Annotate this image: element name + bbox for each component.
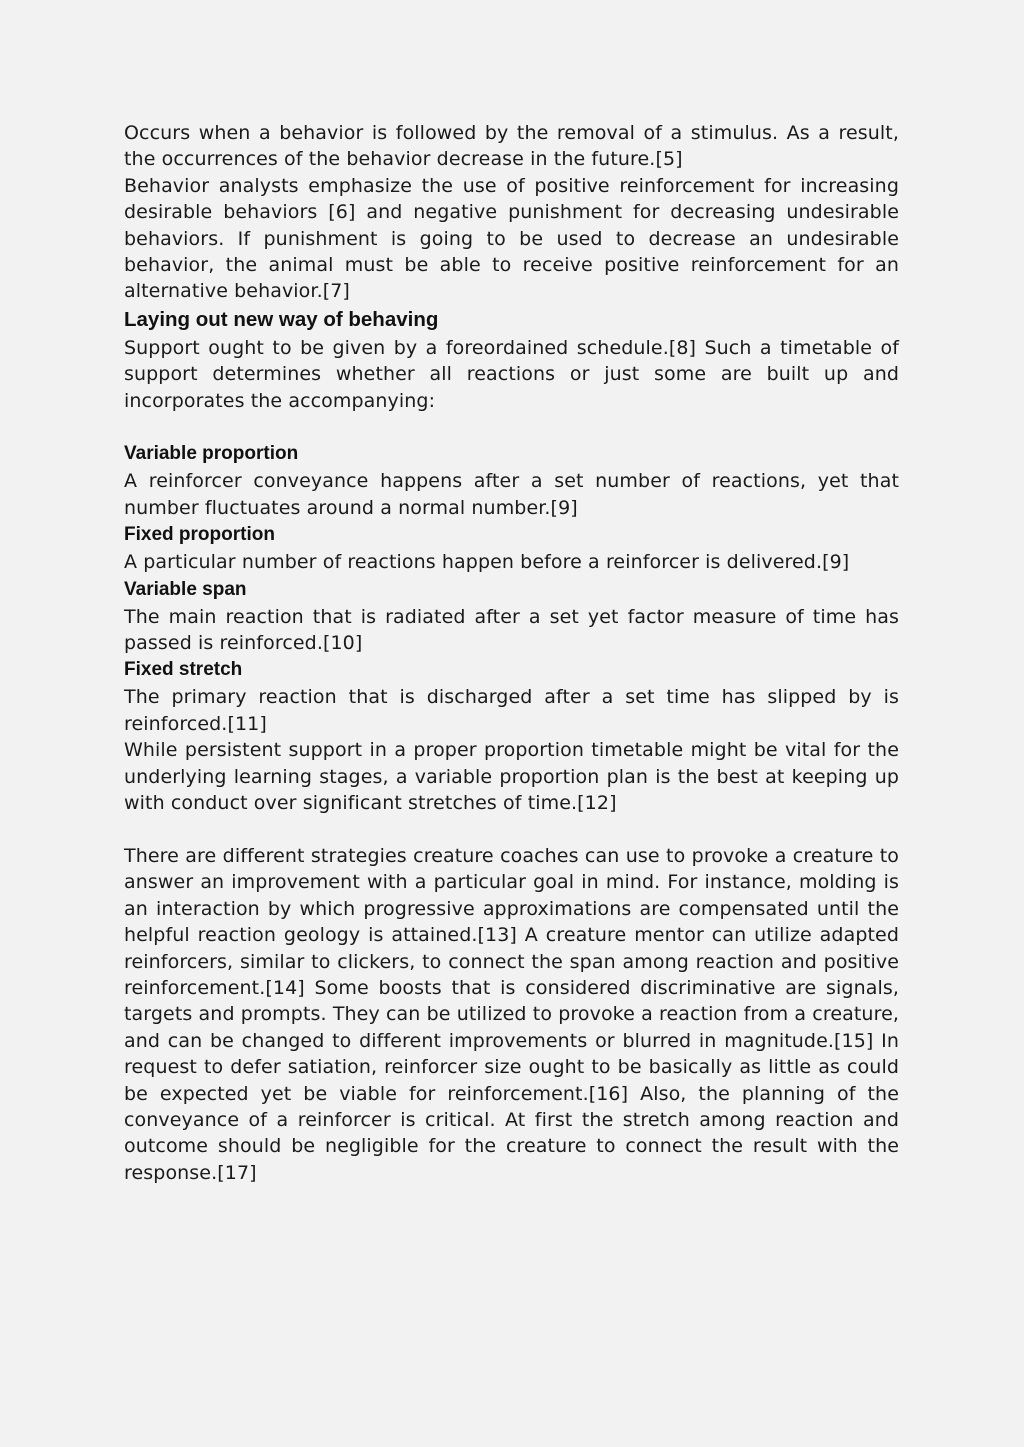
paragraph-fixed-stretch: The primary reaction that is discharged after a set time has slipped by is reinforced.[11]	[124, 686, 899, 735]
paragraph-persistent-support: While persistent support in a proper proportion timetable might be vital for the underlying learning stages, a variable proportion plan is the best at keeping up with conduct over significant stretches of time.[12]	[124, 739, 899, 815]
paragraph-strategies: There are different strategies creature coaches can use to provoke a creature to answer an improvement with a particular goal in mind. For instance, molding is an interaction by which progressive approximations are compensated until the helpful reaction geology is attained.[13] A creature mentor can utilize adapted reinforcers, similar to clickers, to connect the span among reaction and positive reinforcement.[14] Some boosts that is considered discriminative are signals, targets and prompts. They can be utilized to provoke a reaction from a creature, and can be changed to different improvements or blurred in magnitude.[15] In request to defer satiation, reinforcer size ought to be basically as little as could be expected yet be viable for reinforcement.[16] Also, the planning of the conveyance of a reinforcer is critical. At first the stretch among reaction and outcome should be negligible for the creature to connect the result with the response.[17]	[124, 844, 899, 1184]
paragraph-schedule: Support ought to be given by a foreordained schedule.[8] Such a timetable of support determines whether all reactions or just some are built up and incorporates the accompanying:	[124, 336, 899, 412]
paragraph-behavior-analysts: Behavior analysts emphasize the use of positive reinforcement for increasing desirable behaviors [6] and negative punishment for decreasing undesirable behaviors. If punishment is going to be used to decrease an undesirable behavior, the animal must be able to receive positive reinforcement for an alternative behavior.[7]	[124, 174, 899, 303]
paragraph-variable-proportion: A reinforcer conveyance happens after a set number of reactions, yet that number fluctuates around a normal number.[9]	[124, 470, 899, 519]
blank-line	[124, 414, 899, 440]
blank-line	[124, 817, 899, 843]
paragraph-variable-span: The main reaction that is radiated after a set yet factor measure of time has passed is reinforced.[10]	[124, 605, 899, 655]
paragraph-fixed-proportion: A particular number of reactions happen before a reinforcer is delivered.[9]	[124, 551, 850, 574]
paragraph-negative-punishment: Occurs when a behavior is followed by the removal of a stimulus. As a result, the occurrences of the behavior decrease in the future.[5]	[124, 122, 899, 171]
subheading-fixed-proportion: Fixed proportion	[124, 524, 275, 546]
subheading-variable-proportion: Variable proportion	[124, 443, 299, 465]
document-body	[124, 120, 899, 1186]
section-heading: Laying out new way of behaving	[124, 307, 439, 331]
subheading-fixed-stretch: Fixed stretch	[124, 659, 243, 681]
subheading-variable-span: Variable span	[124, 578, 247, 600]
